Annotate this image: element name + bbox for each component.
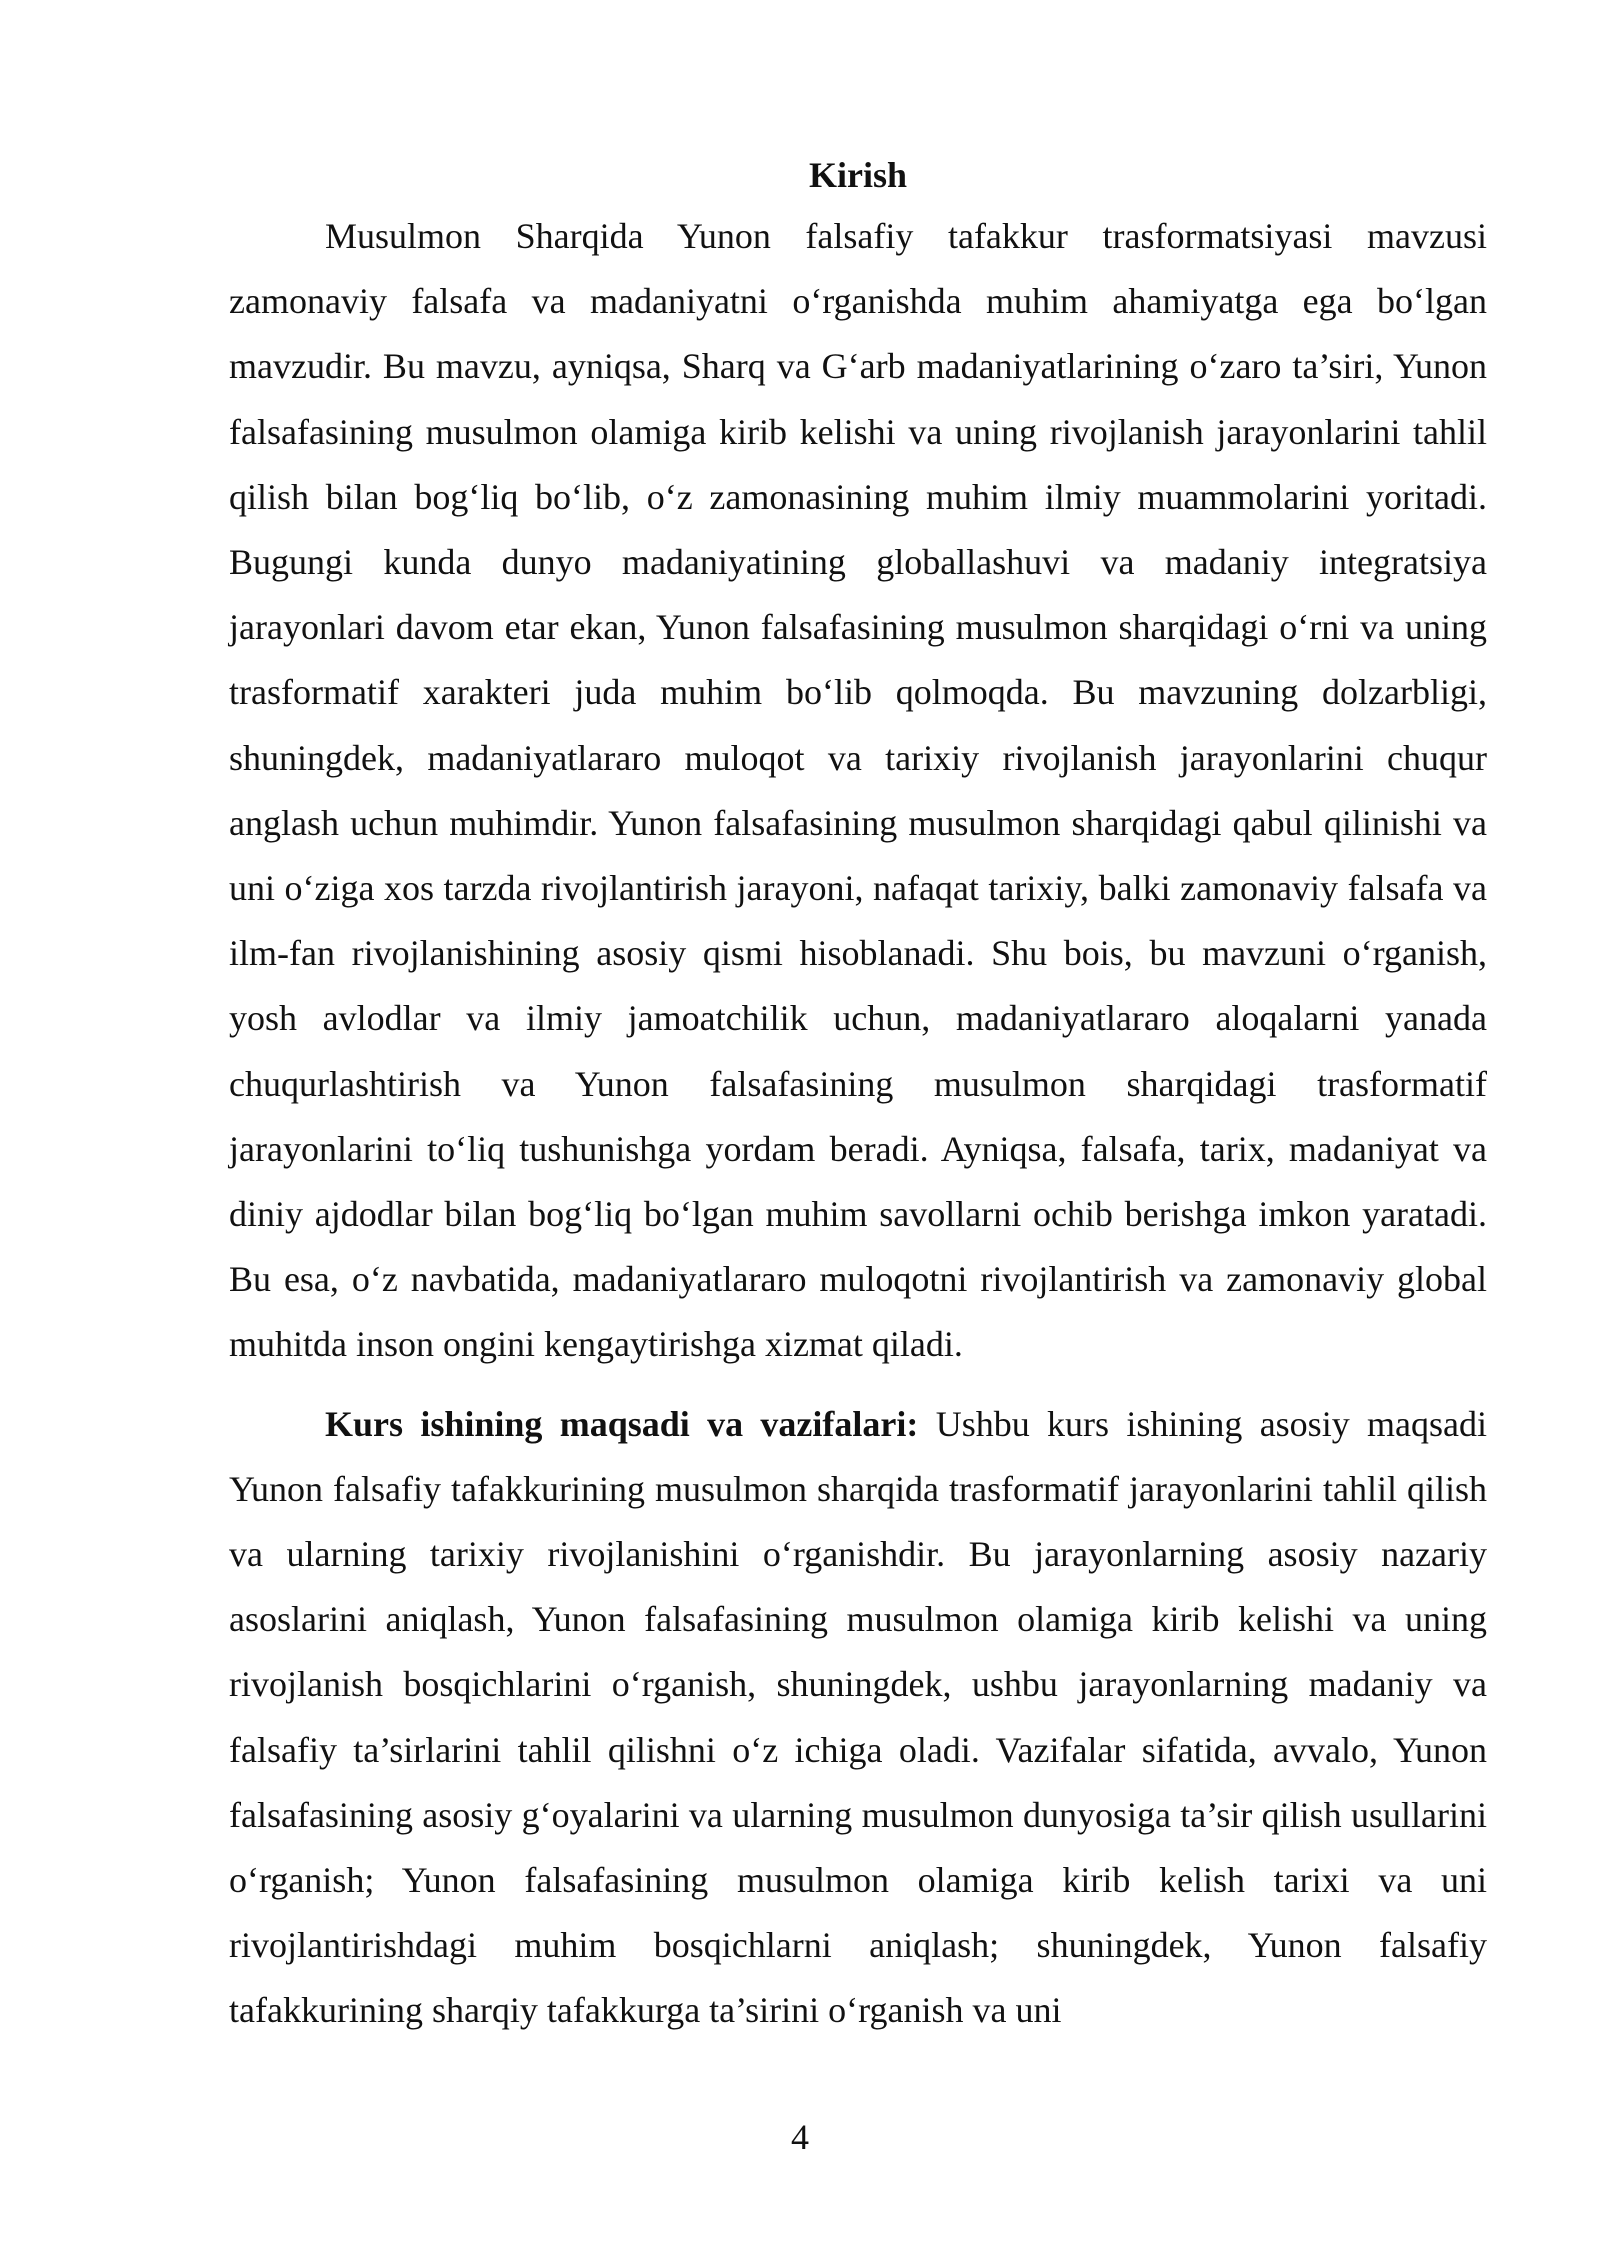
section-heading: Kirish (808, 155, 907, 195)
goals-paragraph (229, 1392, 1487, 2044)
paragraph-text: Musulmon Sharqida Yunon falsafiy tafakkur trasformatsiyasi mavzusi zamonaviy falsafa va madaniyatni o‘rganishda muhim ahamiyatga ega bo‘lgan mavzudir. Bu mavzu, ayniqsa, Sharq va G‘arb madaniyatlarining o‘zaro ta’siri, Yunon falsafasining musulmon olamiga kirib kelishi va uning rivojlanish jarayonlarini tahlil qilish bilan bog‘liq bo‘lib, o‘z zamonasining muhim ilmiy muammolarini yoritadi. Bugungi kunda dunyo madaniyatining globallashuvi va madaniy integratsiya jarayonlari davom etar ekan, Yunon falsafasining musulmon sharqidagi o‘rni va uning trasformatif xarakteri juda muhim bo‘lib qolmoqda. Bu mavzuning dolzarbligi, shuningdek, madaniyatlararo muloqot va tarixiy rivojlanish jarayonlarini chuqur anglash uchun muhimdir. Yunon falsafasining musulmon sharqidagi qabul qilinishi va uni o‘ziga xos tarzda rivojlantirish jarayoni, nafaqat tarixiy, balki zamonaviy falsafa va ilm-fan rivojlanishining asosiy qismi hisoblanadi. Shu bois, bu mavzuni o‘rganish, yosh avlodlar va ilmiy jamoatchilik uchun, madaniyatlararo aloqalarni yanada chuqurlashtirish va Yunon falsafasining musulmon sharqidagi trasformatif jarayonlarini to‘liq tushunishga yordam beradi. Ayniqsa, falsafa, tarix, madaniyat va diniy ajdodlar bilan bog‘liq bo‘lgan muhim savollarni ochib berishga imkon yaratadi. Bu esa, o‘z navbatida, madaniyatlararo muloqotni rivojlantirish va zamonaviy global muhitda inson ongini kengaytirishga xizmat qiladi. (229, 216, 1487, 1365)
page-number: 4 (791, 2117, 809, 2157)
introduction-paragraph (229, 204, 1487, 1378)
paragraph-text: Ushbu kurs ishining asosiy maqsadi Yunon falsafiy tafakkurining musulmon sharqida trasformatif jarayonlarini tahlil qilish va ularning tarixiy rivojlanishini o‘rganishdir. Bu jarayonlarning asosiy nazariy asoslarini aniqlash, Yunon falsafasining musulmon olamiga kirib kelishi va uning rivojlanish bosqichlarini o‘rganish, shuningdek, ushbu jarayonlarning madaniy va falsafiy ta’sirlarini tahlil qilishni o‘z ichiga oladi. Vazifalar sifatida, avvalo, Yunon falsafasining asosiy g‘oyalarini va ularning musulmon dunyosiga ta’sir qilish usullarini o‘rganish; Yunon falsafasining musulmon olamiga kirib kelish tarixi va uni rivojlantirishdagi muhim bosqichlarni aniqlash; shuningdek, Yunon falsafiy tafakkurining sharqiy tafakkurga ta’sirini o‘rganish va uni (229, 1403, 1487, 2031)
page-content (229, 146, 1487, 2044)
paragraph-lead: Kurs ishining maqsadi va vazifalari: (325, 1403, 919, 1444)
